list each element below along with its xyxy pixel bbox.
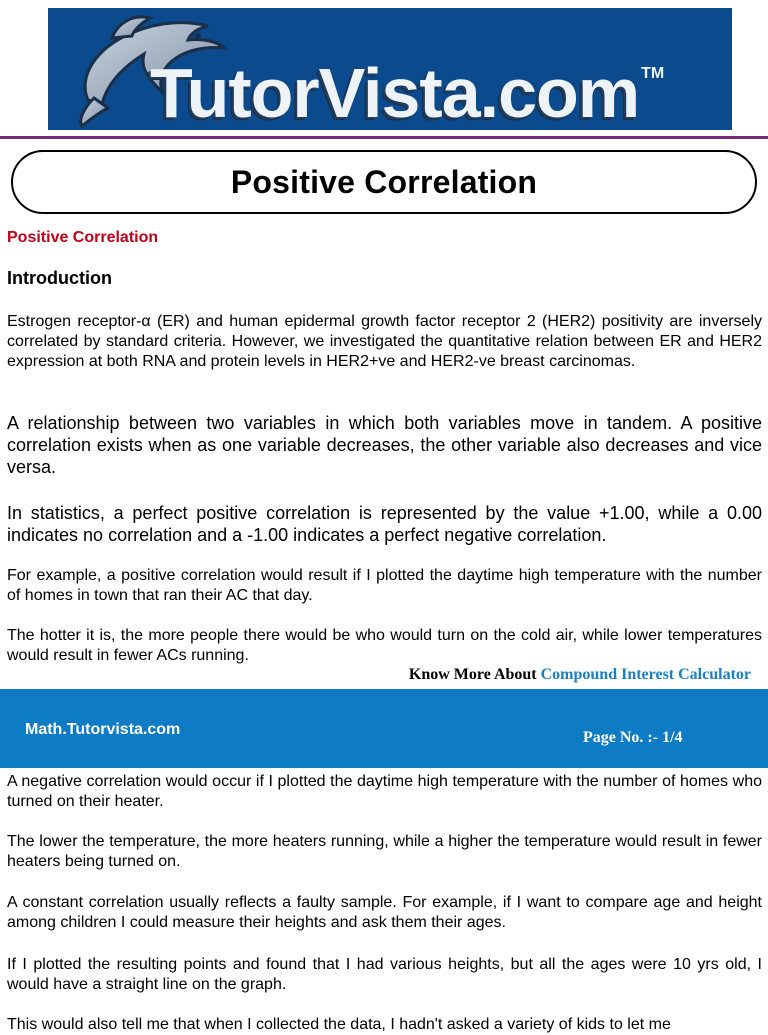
footer-site-link[interactable]: Math.Tutorvista.com: [25, 721, 181, 738]
paragraph-hotter: The hotter it is, the more people there would be who would turn on the cold air, while lower temperatures would result in fewer ACs running.: [7, 627, 762, 664]
paragraph-example-ac: For example, a positive correlation would result if I plotted the daytime high temperature with the number of homes in town that ran their AC that day.: [7, 567, 762, 604]
paragraph-er-her2: Estrogen receptor-α (ER) and human epidermal growth factor receptor 2 (HER2) positivity are inversely correlated by standard criteria. However, we investigated the quantitative relation between ER and HER2 expression at both RNA and protein levels in HER2+ve and HER2-ve breast carcinomas.: [7, 313, 762, 370]
paragraph-plotted-points: If I plotted the resulting points and found that I had various heights, but all the ages were 10 yrs old, I would have a straight line on the graph.: [7, 956, 762, 993]
section-heading-introduction: Introduction: [7, 268, 112, 288]
logo-wordmark: TutorVista.com ™: [150, 54, 665, 130]
paragraph-collected-data: This would also tell me that when I collected the data, I hadn't asked a variety of kids to let me: [7, 1016, 671, 1033]
paragraph-constant-correlation: A constant correlation usually reflects a faulty sample. For example, if I want to compare age and height among children I could measure their heights and ask them their ages.: [7, 894, 762, 931]
page-footer-band: [0, 689, 768, 768]
paragraph-lower-temperature: The lower the temperature, the more heaters running, while a higher the temperature would result in fewer heaters being turned on.: [7, 833, 762, 870]
title-box: [11, 150, 757, 214]
know-more-line: [409, 666, 751, 684]
compound-interest-link[interactable]: Compound Interest Calculator: [540, 666, 751, 683]
paragraph-statistics: In statistics, a perfect positive correlation is represented by the value +1.00, while a 0.00 indicates no correlation and a -1.00 indicates a perfect negative correlation.: [7, 503, 762, 545]
know-more-prefix: Know More About: [408, 666, 537, 683]
header-divider: [0, 136, 768, 139]
paragraph-definition: A relationship between two variables in which both variables move in tandem. A positive correlation exists when as one variable decreases, the other variable also decreases and vice versa.: [7, 413, 762, 477]
page-number: Page No. :- 1/4: [583, 729, 683, 746]
trademark-mark: TM: [641, 65, 665, 82]
paragraph-negative-correlation: A negative correlation would occur if I plotted the daytime high temperature with the number of homes who turned on their heater.: [7, 773, 762, 810]
topic-subheading: Positive Correlation: [7, 229, 159, 246]
page-title: Positive Correlation: [230, 163, 538, 200]
tutorvista-banner: [48, 8, 732, 130]
